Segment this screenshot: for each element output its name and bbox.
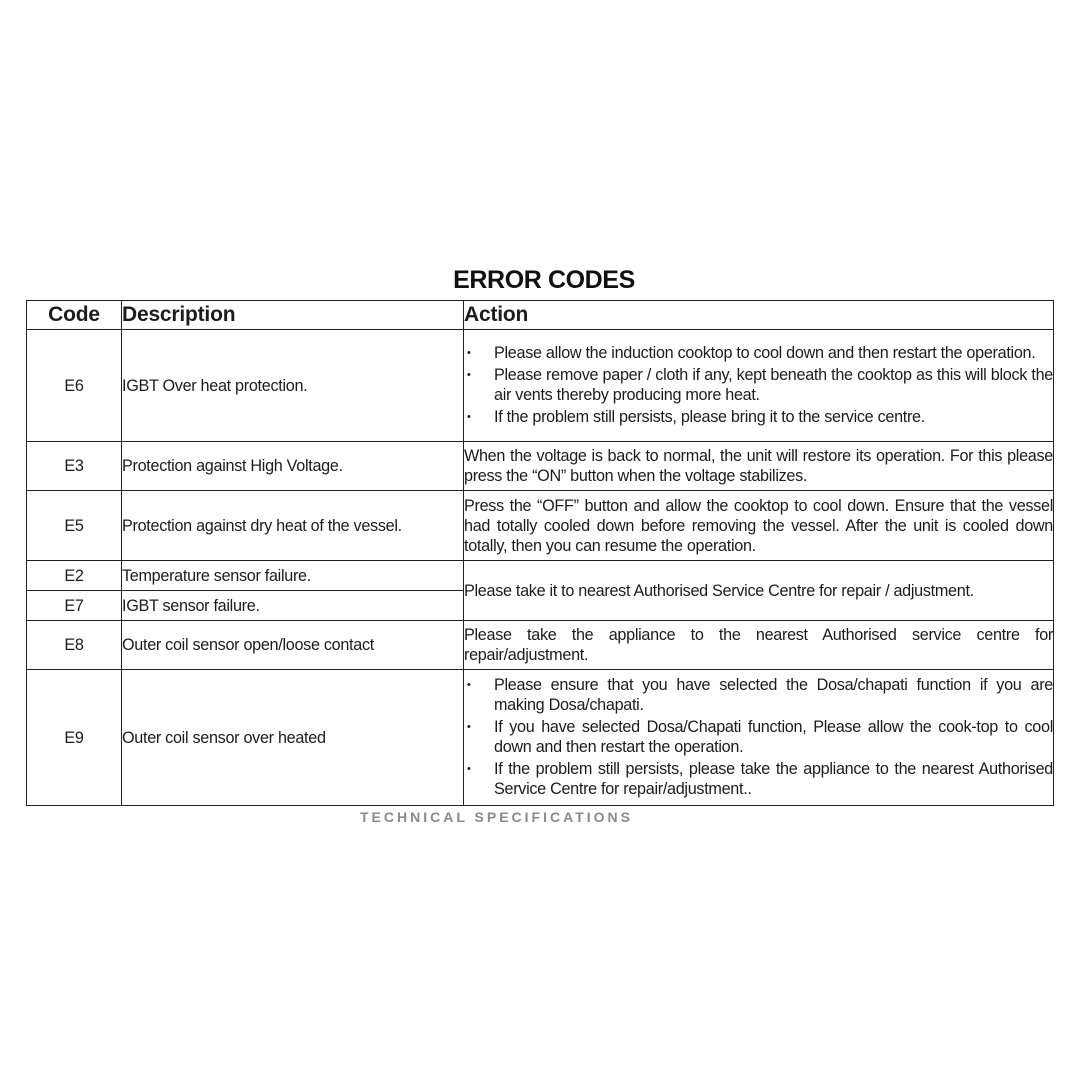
list-item <box>464 365 1053 405</box>
error-code-cell: E7 <box>27 591 122 621</box>
error-code-cell: E5 <box>27 491 122 561</box>
list-item <box>464 407 1053 427</box>
action-text: Please remove paper / cloth if any, kept beneath the cooktop as this will block the air vents thereby producing more heat. <box>494 365 1053 404</box>
list-item <box>464 717 1053 757</box>
action-cell: When the voltage is back to normal, the unit will restore its operation. For this please press the “ON” button when the voltage stabilizes. <box>464 442 1054 491</box>
table-row <box>27 330 1054 442</box>
description-cell: Temperature sensor failure. <box>122 561 464 591</box>
error-code-cell: E3 <box>27 442 122 491</box>
cut-off-section-heading <box>360 809 728 825</box>
error-code-cell: E2 <box>27 561 122 591</box>
description-cell: IGBT sensor failure. <box>122 591 464 621</box>
action-cell <box>464 330 1054 442</box>
list-item <box>464 343 1053 363</box>
table-row <box>27 621 1054 670</box>
description-cell: IGBT Over heat protection. <box>122 330 464 442</box>
error-code-cell: E9 <box>27 670 122 806</box>
column-header-code: Code <box>27 301 122 330</box>
action-cell: Please take the appliance to the nearest Authorised service centre for repair/adjustment. <box>464 621 1054 670</box>
action-text: If you have selected Dosa/Chapati function, Please allow the cook-top to cool down and then restart the operation. <box>494 717 1053 756</box>
action-cell: Please take it to nearest Authorised Service Centre for repair / adjustment. <box>464 561 1054 621</box>
description-cell: Protection against High Voltage. <box>122 442 464 491</box>
cut-off-heading-text: TECHNICAL SPECIFICATIONS <box>360 809 633 825</box>
error-code-cell: E8 <box>27 621 122 670</box>
table-row <box>27 670 1054 806</box>
description-cell: Outer coil sensor over heated <box>122 670 464 806</box>
action-bullet-list <box>464 675 1053 799</box>
error-code-cell: E6 <box>27 330 122 442</box>
error-codes-table <box>26 300 1054 806</box>
table-row <box>27 561 1054 591</box>
bullet-icon: • <box>467 346 471 359</box>
bullet-icon: • <box>467 410 471 423</box>
action-cell <box>464 670 1054 806</box>
table-header-row <box>27 301 1054 330</box>
table-row <box>27 491 1054 561</box>
list-item <box>464 759 1053 799</box>
page-title: ERROR CODES <box>453 266 635 294</box>
list-item <box>464 675 1053 715</box>
description-cell: Outer coil sensor open/loose contact <box>122 621 464 670</box>
action-bullet-list <box>464 343 1053 427</box>
action-text: If the problem still persists, please take the appliance to the nearest Authorised Service Centre for repair/adjustment.. <box>494 759 1053 798</box>
bullet-icon: • <box>467 678 471 691</box>
table-row <box>27 442 1054 491</box>
action-text: Please ensure that you have selected the Dosa/chapati function if you are making Dosa/chapati. <box>494 675 1053 714</box>
action-text: If the problem still persists, please bring it to the service centre. <box>494 407 925 426</box>
bullet-icon: • <box>467 720 471 733</box>
column-header-description: Description <box>122 301 464 330</box>
bullet-icon: • <box>467 762 471 775</box>
bullet-icon: • <box>467 368 471 381</box>
action-text: Please allow the induction cooktop to cool down and then restart the operation. <box>494 343 1036 362</box>
description-cell: Protection against dry heat of the vessel. <box>122 491 464 561</box>
action-cell: Press the “OFF” button and allow the cooktop to cool down. Ensure that the vessel had totally cooled down before removing the vessel. After the unit is cooled down totally, then you can resume the operation. <box>464 491 1054 561</box>
column-header-action: Action <box>464 301 1054 330</box>
